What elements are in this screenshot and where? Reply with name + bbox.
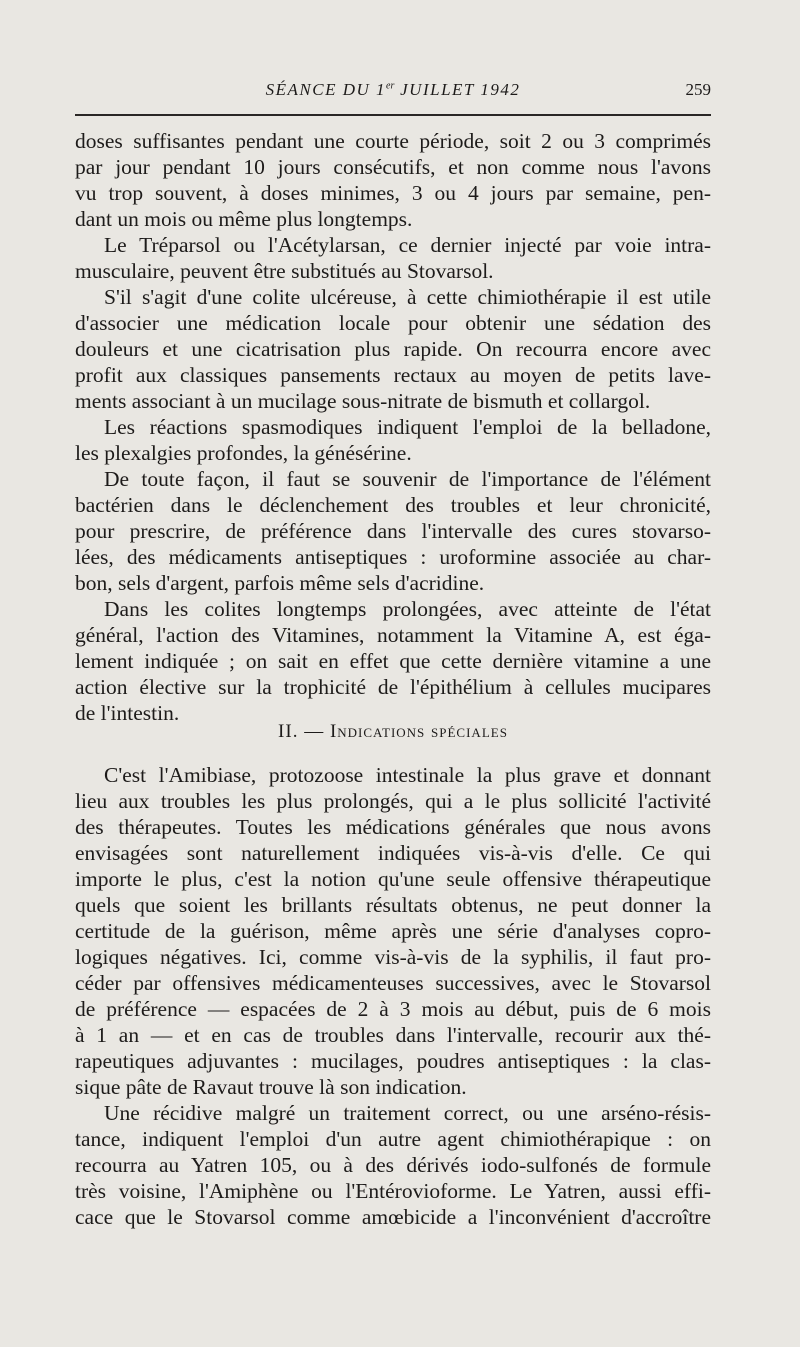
text-line: lieu aux troubles les plus prolongés, qui a le plus sollicité l'activité xyxy=(75,789,711,813)
text-line: pour prescrire, de préférence dans l'intervalle des cures stovarso- xyxy=(75,519,711,543)
text-line: De toute façon, il faut se souvenir de l'importance de l'élément xyxy=(104,467,711,491)
text-line: des thérapeutes. Toutes les médications générales que nous avons xyxy=(75,815,711,839)
text-line: céder par offensives médicamenteuses successives, avec le Stovarsol xyxy=(75,971,711,995)
text-line: de préférence — espacées de 2 à 3 mois au début, puis de 6 mois xyxy=(75,997,711,1021)
section-heading xyxy=(75,721,711,743)
text-line: lées, des médicaments antiseptiques : uroformine associée au char- xyxy=(75,545,711,569)
text-line: importe le plus, c'est la notion qu'une seule offensive thérapeutique xyxy=(75,867,711,891)
text-line: quels que soient les brillants résultats obtenus, ne peut donner la xyxy=(75,893,711,917)
running-head-title xyxy=(75,80,711,100)
text-line: envisagées sont naturellement indiquées vis-à-vis d'elle. Ce qui xyxy=(75,841,711,865)
running-head-title-post: JUILLET 1942 xyxy=(394,80,521,99)
text-line: les plexalgies profondes, la génésérine. xyxy=(75,441,412,465)
text-line: logiques négatives. Ici, comme vis-à-vis de la syphilis, il faut pro- xyxy=(75,945,711,969)
text-line: profit aux classiques pansements rectaux au moyen de petits lave- xyxy=(75,363,711,387)
section-heading-numeral: II. — xyxy=(278,721,330,742)
text-line: Dans les colites longtemps prolongées, avec atteinte de l'état xyxy=(104,597,711,621)
text-line: recourra au Yatren 105, ou à des dérivés iodo-sulfonés de formule xyxy=(75,1153,711,1177)
text-line: musculaire, peuvent être substitués au Stovarsol. xyxy=(75,259,494,283)
text-line: de l'intestin. xyxy=(75,701,180,725)
text-line: dant un mois ou même plus longtemps. xyxy=(75,207,413,231)
text-line: doses suffisantes pendant une courte période, soit 2 ou 3 comprimés xyxy=(75,129,711,153)
text-line: tance, indiquent l'emploi d'un autre agent chimiothérapique : on xyxy=(75,1127,711,1151)
page-number: 259 xyxy=(685,80,711,99)
text-line: général, l'action des Vitamines, notamment la Vitamine A, est éga- xyxy=(75,623,711,647)
text-line: lement indiquée ; on sait en effet que cette dernière vitamine a une xyxy=(75,649,711,673)
text-line: ments associant à un mucilage sous-nitrate de bismuth et collargol. xyxy=(75,389,651,413)
text-line: par jour pendant 10 jours consécutifs, et non comme nous l'avons xyxy=(75,155,711,179)
text-line: très voisine, l'Amiphène ou l'Entérovioforme. Le Yatren, aussi effi- xyxy=(75,1179,711,1203)
text-line: rapeutiques adjuvantes : mucilages, poudres antiseptiques : la clas- xyxy=(75,1049,711,1073)
text-line: Le Tréparsol ou l'Acétylarsan, ce dernier injecté par voie intra- xyxy=(104,233,711,257)
section-2-text xyxy=(75,762,711,1230)
section-heading-title: Indications spéciales xyxy=(329,721,508,742)
text-line: S'il s'agit d'une colite ulcéreuse, à cette chimiothérapie il est utile xyxy=(104,285,711,309)
text-line: douleurs et une cicatrisation plus rapide. On recourra encore avec xyxy=(75,337,711,361)
text-line: action élective sur la trophicité de l'épithélium à cellules mucipares xyxy=(75,675,711,699)
text-line: d'associer une médication locale pour obtenir une sédation des xyxy=(75,311,711,335)
running-head xyxy=(75,80,711,110)
text-line: à 1 an — et en cas de troubles dans l'intervalle, recourir aux thé- xyxy=(75,1023,711,1047)
running-head-title-sup: er xyxy=(386,80,395,92)
text-line: vu trop souvent, à doses minimes, 3 ou 4 jours par semaine, pen- xyxy=(75,181,711,205)
running-head-title-pre: SÉANCE DU 1 xyxy=(265,80,387,99)
text-line: bactérien dans le déclenchement des troubles et leur chronicité, xyxy=(75,493,711,517)
text-line: certitude de la guérison, même après une série d'analyses copro- xyxy=(75,919,711,943)
section-1-text xyxy=(75,128,711,726)
text-line: sique pâte de Ravaut trouve là son indication. xyxy=(75,1075,467,1099)
text-line: C'est l'Amibiase, protozoose intestinale la plus grave et donnant xyxy=(104,763,711,787)
text-line: bon, sels d'argent, parfois même sels d'acridine. xyxy=(75,571,485,595)
text-line: cace que le Stovarsol comme amœbicide a l'inconvénient d'accroître xyxy=(75,1205,711,1229)
text-line: Une récidive malgré un traitement correct, ou une arséno-résis- xyxy=(104,1101,711,1125)
header-rule xyxy=(75,114,711,116)
text-line: Les réactions spasmodiques indiquent l'emploi de la belladone, xyxy=(104,415,711,439)
